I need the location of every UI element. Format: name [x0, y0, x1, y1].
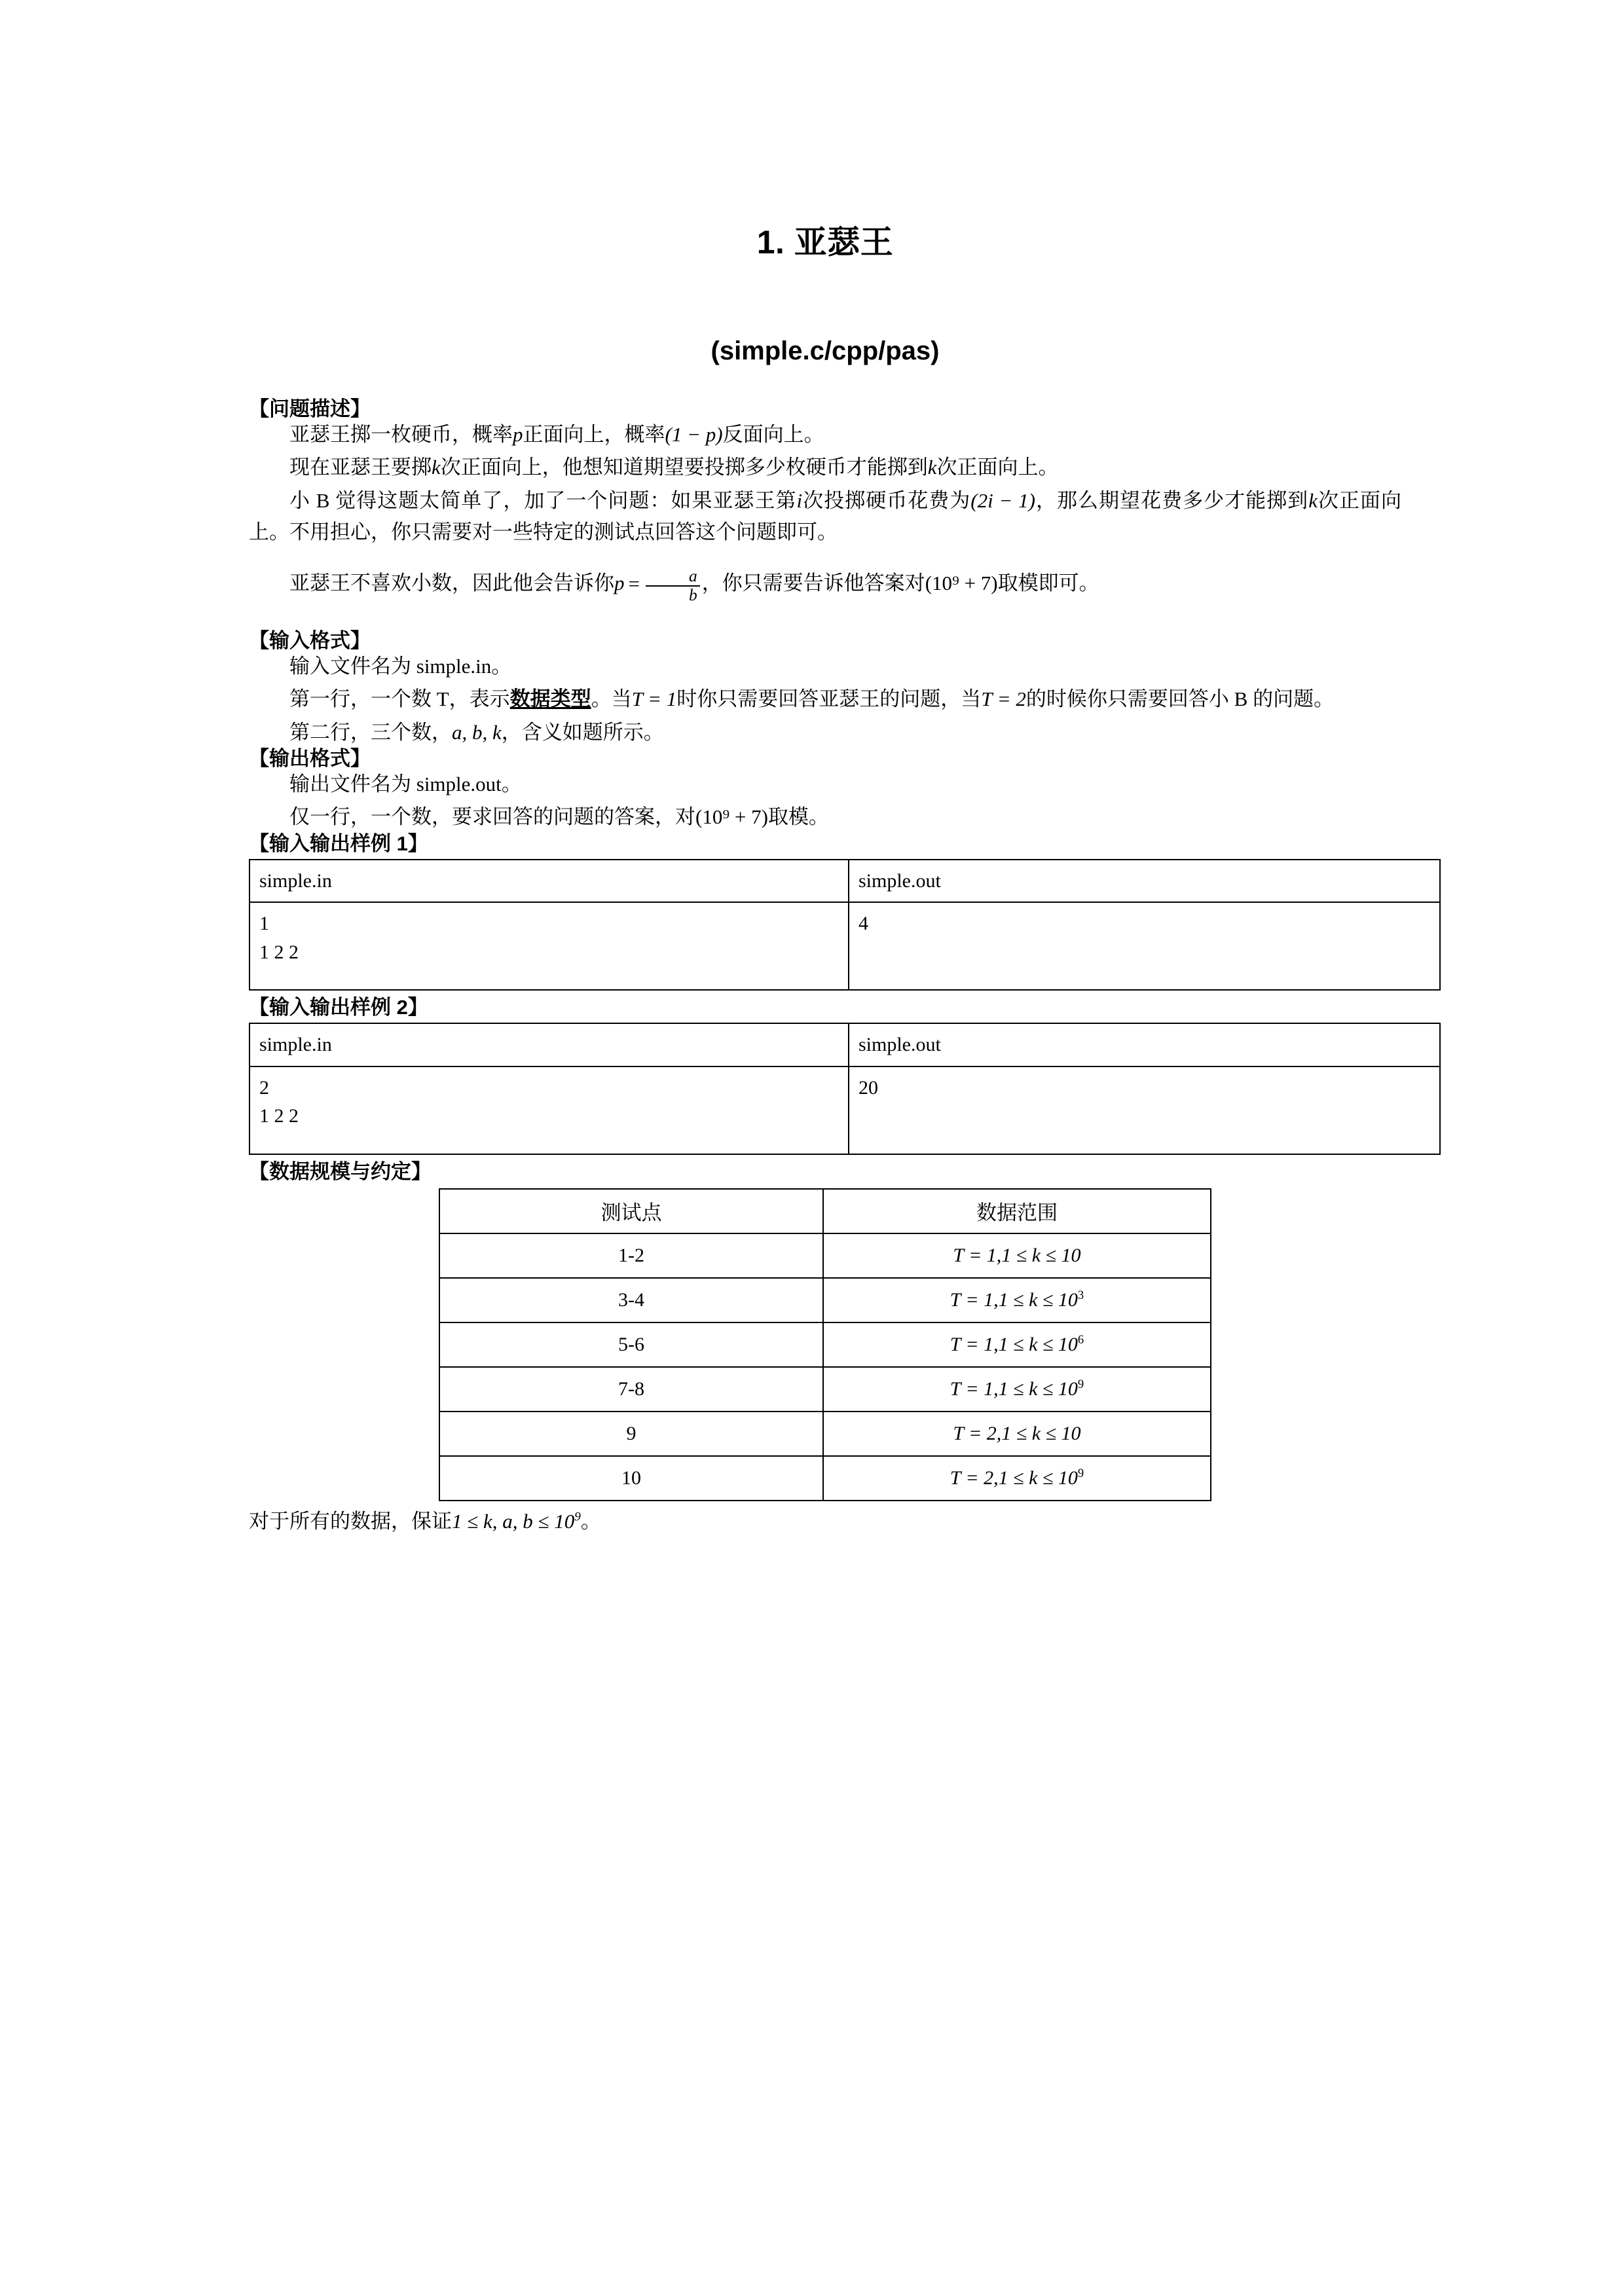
- inp-text-d: 的时候你只需要回答小 B 的问题。: [1025, 687, 1335, 711]
- table-row: [439, 1233, 1211, 1278]
- page-title: 1. 亚瑟王: [756, 224, 894, 261]
- table-header-row: [439, 1189, 1211, 1233]
- sample1-output-header: simple.out: [849, 860, 1440, 903]
- section-heading-output-format: 【输出格式】: [249, 746, 371, 770]
- fraction-denominator: b: [646, 585, 700, 604]
- constraints-data-range: [823, 1233, 1211, 1278]
- range-exponent: 6: [1077, 1332, 1084, 1347]
- sample-2-table: [249, 1023, 1441, 1155]
- range-text: T = 1,1 ≤ k ≤ 10: [950, 1288, 1078, 1311]
- p3-expr-cost: (2i − 1): [970, 488, 1035, 512]
- range-text: T = 1,1 ≤ k ≤ 10: [950, 1333, 1078, 1355]
- footer-text-b: 。: [580, 1509, 601, 1533]
- paragraph-spacer: [249, 548, 1401, 568]
- range-text: T = 2,1 ≤ k ≤ 10: [953, 1422, 1081, 1444]
- sample-1-table: [249, 859, 1441, 991]
- problem-paragraph-3: [249, 485, 1401, 549]
- footer-text-a: 对于所有的数据，保证: [249, 1509, 452, 1533]
- section-heading-constraints: 【数据规模与约定】: [249, 1159, 432, 1183]
- table-row: [439, 1367, 1211, 1412]
- sample2-output-cell: [849, 1066, 1440, 1154]
- fraction-numerator: a: [688, 567, 697, 586]
- problem-paragraph-2: [249, 452, 1401, 483]
- p4-var-p: p: [614, 572, 625, 595]
- p4-text-b: ，你只需要告诉他答案对: [701, 572, 925, 595]
- table-row: [439, 1412, 1211, 1456]
- p1-text-c: 反面向上。: [722, 423, 824, 446]
- footer-math: 1 ≤ k, a, b ≤ 10: [452, 1509, 575, 1533]
- inp-text-c: 时你只需要回答亚瑟王的问题，当: [676, 687, 982, 711]
- footer-exponent: 9: [574, 1510, 581, 1524]
- table-header-row: [249, 860, 1440, 903]
- inp3-vars-abk: a, b, k: [452, 720, 502, 744]
- p2-text-a: 现在亚瑟王要掷: [289, 456, 432, 479]
- constraints-col-header-test-point: 测试点: [439, 1189, 823, 1233]
- constraints-test-point: 5-6: [439, 1322, 823, 1367]
- sample2-output-header: simple.out: [849, 1023, 1440, 1066]
- inp-cond-t-equals-2: T = 2: [981, 687, 1026, 711]
- constraints-table-wrapper: [249, 1188, 1401, 1501]
- constraints-test-point: 3-4: [439, 1278, 823, 1322]
- table-row: [249, 902, 1440, 990]
- output-format-paragraph-2: [249, 801, 1401, 833]
- range-exponent: 3: [1077, 1288, 1084, 1302]
- constraints-data-range: [823, 1322, 1211, 1367]
- p4-modulus: (10⁹ + 7): [925, 572, 998, 595]
- range-exponent: 9: [1077, 1377, 1084, 1391]
- range-text: T = 1,1 ≤ k ≤ 10: [950, 1377, 1078, 1400]
- constraints-footer-note: [249, 1506, 1401, 1537]
- p4-text-c: 取模即可。: [997, 572, 1099, 595]
- sample1-input-header: simple.in: [249, 860, 849, 903]
- out-text-a: 仅一行，一个数，要求回答的问题的答案，对: [289, 805, 695, 829]
- constraints-test-point: 10: [439, 1456, 823, 1501]
- p1-var-p: p: [513, 423, 523, 446]
- p4-fraction-a-over-b: [646, 568, 700, 604]
- inp3-text-b: ，含义如题所示。: [501, 720, 664, 744]
- constraints-data-range: [823, 1456, 1211, 1501]
- p4-equals: =: [628, 572, 640, 595]
- table-row: [439, 1322, 1211, 1367]
- sample2-input-line-1: 2: [259, 1076, 269, 1099]
- document-content: [249, 0, 1401, 1537]
- input-format-paragraph-3: [249, 717, 1401, 748]
- constraints-data-range: [823, 1412, 1211, 1456]
- out-modulus: (10⁹ + 7): [695, 805, 768, 829]
- constraints-test-point: 7-8: [439, 1367, 823, 1412]
- sample2-input-header: simple.in: [249, 1023, 849, 1066]
- inp-text-a: 第一行，一个数 T，表示: [289, 687, 510, 711]
- section-heading-sample-1: 【输入输出样例 1】: [249, 831, 428, 855]
- constraints-test-point: 1-2: [439, 1233, 823, 1278]
- p3-text-d: 次正面向上。不用担心，你只需要对一些特定的测试点回答这个问题即可。: [249, 488, 1402, 544]
- output-format-paragraph-1: 输出文件名为 simple.out。: [289, 772, 522, 795]
- sample1-input-line-1: 1: [259, 913, 269, 935]
- constraints-test-point: 9: [439, 1412, 823, 1456]
- constraints-col-header-data-range: 数据范围: [823, 1189, 1211, 1233]
- p1-text-a: 亚瑟王掷一枚硬币，概率: [289, 423, 513, 446]
- p1-text-b: 正面向上，概率: [523, 423, 665, 446]
- inp3-text-a: 第二行，三个数，: [289, 720, 452, 744]
- p2-text-b: 次正面向上，他想知道期望要投掷多少枚硬币才能掷到: [440, 456, 928, 479]
- constraints-table: [439, 1188, 1211, 1501]
- section-heading-problem-description: 【问题描述】: [249, 397, 371, 420]
- inp-text-b: 。当: [591, 687, 632, 711]
- p2-text-c: 次正面向上。: [936, 456, 1059, 479]
- p3-text-a: 小 B 觉得这题太简单了，加了一个问题：如果亚瑟王第: [289, 488, 797, 512]
- sample2-input-cell: [249, 1066, 849, 1154]
- table-header-row: [249, 1023, 1440, 1066]
- range-text: T = 2,1 ≤ k ≤ 10: [950, 1467, 1078, 1489]
- inp-emphasis-data-type: 数据类型: [509, 687, 591, 711]
- inp-cond-t-equals-1: T = 1: [631, 687, 677, 711]
- table-row: [249, 1066, 1440, 1154]
- problem-paragraph-4: [249, 568, 1401, 604]
- p3-text-c: ，那么期望花费多少才能掷到: [1035, 488, 1309, 512]
- p3-var-k: k: [1308, 488, 1318, 512]
- constraints-data-range: [823, 1278, 1211, 1322]
- table-row: [439, 1456, 1211, 1501]
- input-format-paragraph-1: 输入文件名为 simple.in。: [289, 654, 512, 678]
- sample1-input-line-2: 1 2 2: [259, 941, 299, 963]
- sample1-input-cell: [249, 902, 849, 990]
- range-exponent: 9: [1077, 1466, 1084, 1480]
- out-text-b: 取模。: [767, 805, 829, 829]
- p1-expr-one-minus-p: (1 − p): [665, 423, 723, 446]
- p2-var-k-1: k: [432, 456, 441, 479]
- range-text: T = 1,1 ≤ k ≤ 10: [953, 1244, 1081, 1266]
- page-subtitle: (simple.c/cpp/pas): [710, 337, 940, 365]
- section-heading-input-format: 【输入格式】: [249, 629, 371, 652]
- sample1-output-line-1: 4: [858, 913, 868, 935]
- constraints-data-range: [823, 1367, 1211, 1412]
- sample2-input-line-2: 1 2 2: [259, 1105, 299, 1127]
- section-heading-sample-2: 【输入输出样例 2】: [249, 996, 428, 1019]
- table-row: [439, 1278, 1211, 1322]
- problem-paragraph-1: [249, 419, 1401, 450]
- p4-text-a: 亚瑟王不喜欢小数，因此他会告诉你: [289, 572, 614, 595]
- p3-text-b: 次投掷硬币花费为: [802, 488, 971, 512]
- sample2-output-line-1: 20: [858, 1076, 878, 1099]
- input-format-paragraph-2: [249, 683, 1401, 715]
- p2-var-k-2: k: [927, 456, 937, 479]
- p3-var-i: i: [796, 488, 803, 512]
- sample1-output-cell: [849, 902, 1440, 990]
